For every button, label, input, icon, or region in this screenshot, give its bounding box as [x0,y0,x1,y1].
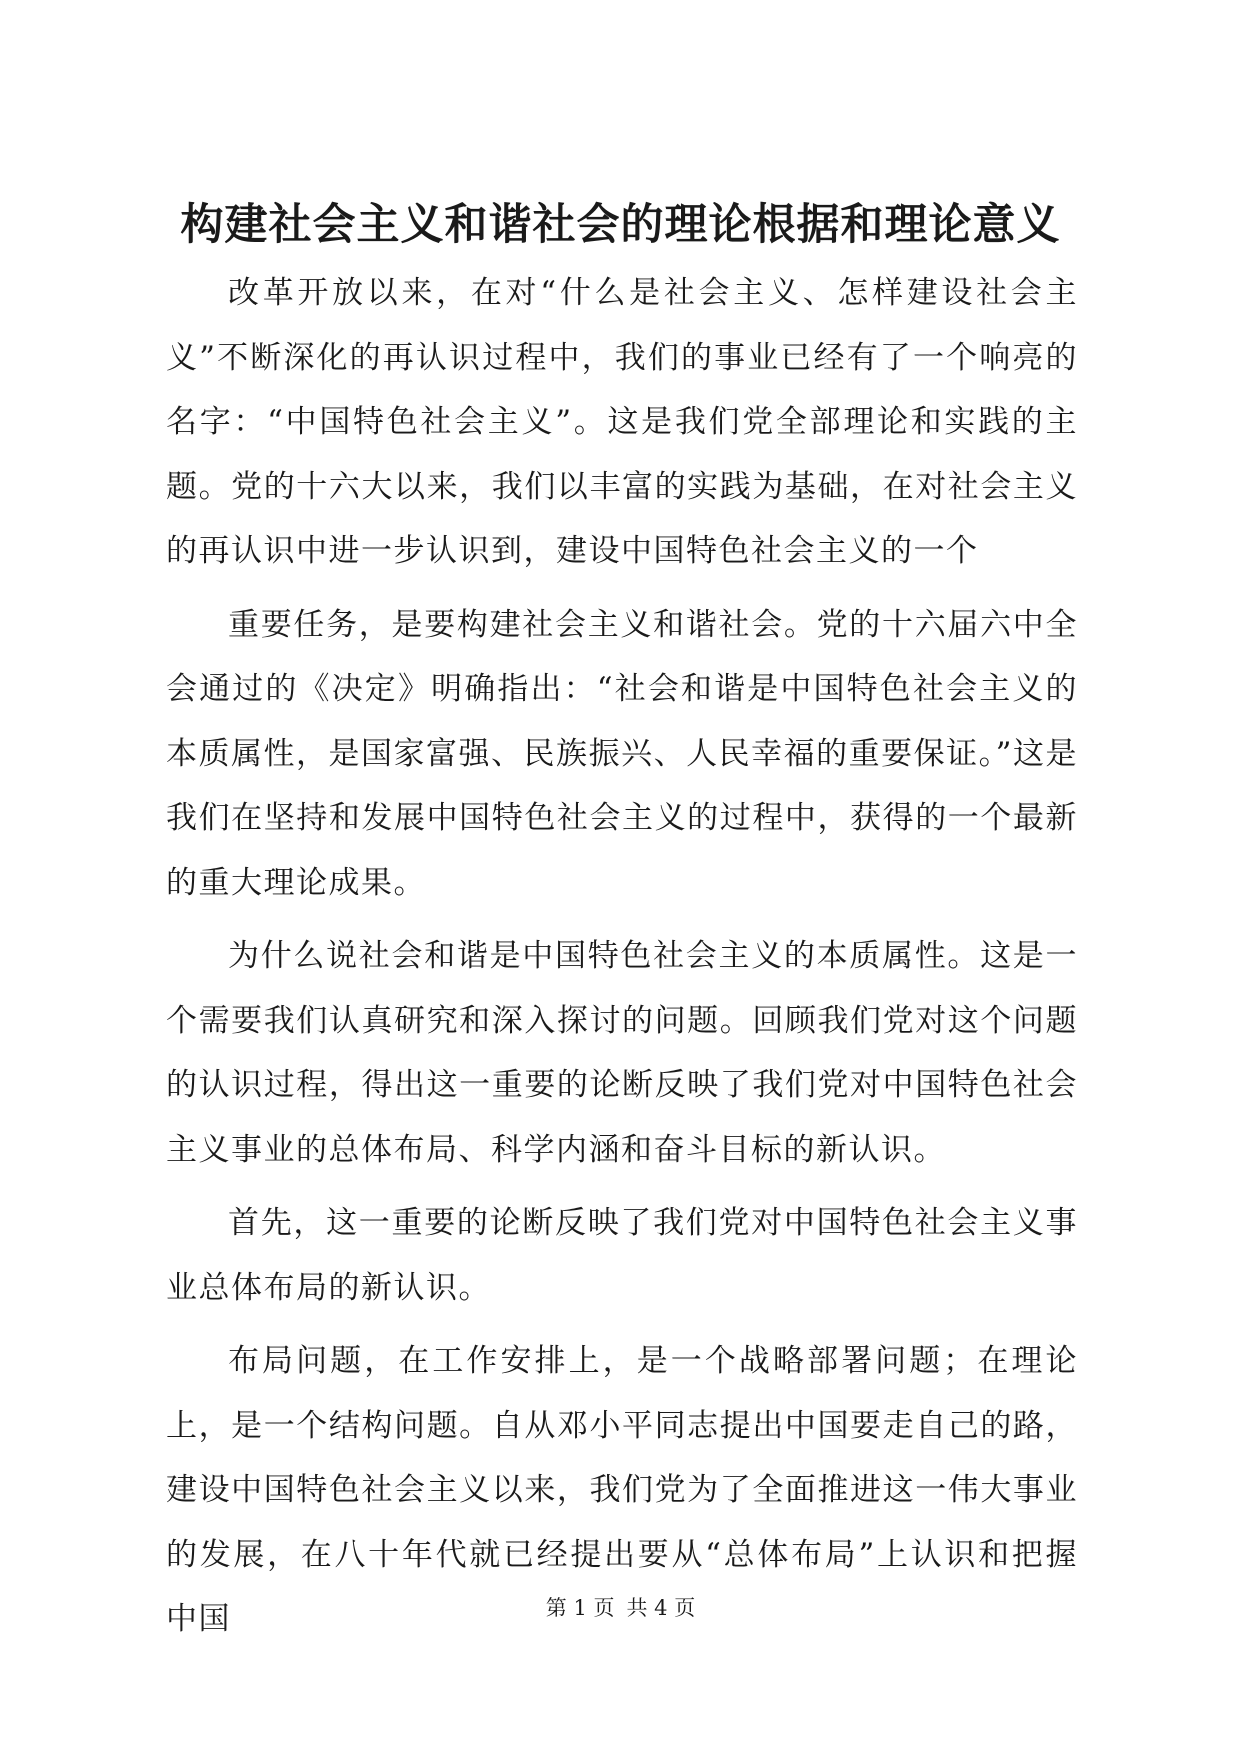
paragraph: 布局问题，在工作安排上，是一个战略部署问题；在理论上，是一个结构问题。自从邓小平同志提出中国要走自己的路，建设中国特色社会主义以来，我们党为了全面推进这一伟大事业的发展，在八十年代就已经提出要从“总体布局”上认识和把握中国 [166,1343,1078,1637]
paragraph: 首先，这一重要的论断反映了我们党对中国特色社会主义事业总体布局的新认识。 [166,1205,1078,1306]
paragraph: 改革开放以来，在对“什么是社会主义、怎样建设社会主义”不断深化的再认识过程中，我们的事业已经有了一个响亮的名字：“中国特色社会主义”。这是我们党全部理论和实践的主题。党的十六大以来，我们以丰富的实践为基础，在对社会主义的再认识中进一步认识到，建设中国特色社会主义的一个 [166,275,1078,569]
page-footer [0,1593,1241,1623]
document-title: 构建社会主义和谐社会的理论根据和理论意义 [180,200,1061,250]
page-total: 共 4 页 [626,1596,696,1620]
paragraph: 重要任务，是要构建社会主义和谐社会。党的十六届六中全会通过的《决定》明确指出：“社会和谐是中国特色社会主义的本质属性，是国家富强、民族振兴、人民幸福的重要保证。”这是我们在坚持和发展中国特色社会主义的过程中，获得的一个最新的重大理论成果。 [166,606,1078,901]
document-body [166,261,1078,1661]
page-number: 第 1 页 [545,1596,615,1620]
paragraph: 为什么说社会和谐是中国特色社会主义的本质属性。这是一个需要我们认真研究和深入探讨的问题。回顾我们党对这个问题的认识过程，得出这一重要的论断反映了我们党对中国特色社会主义事业的总体布局、科学内涵和奋斗目标的新认识。 [166,938,1078,1168]
